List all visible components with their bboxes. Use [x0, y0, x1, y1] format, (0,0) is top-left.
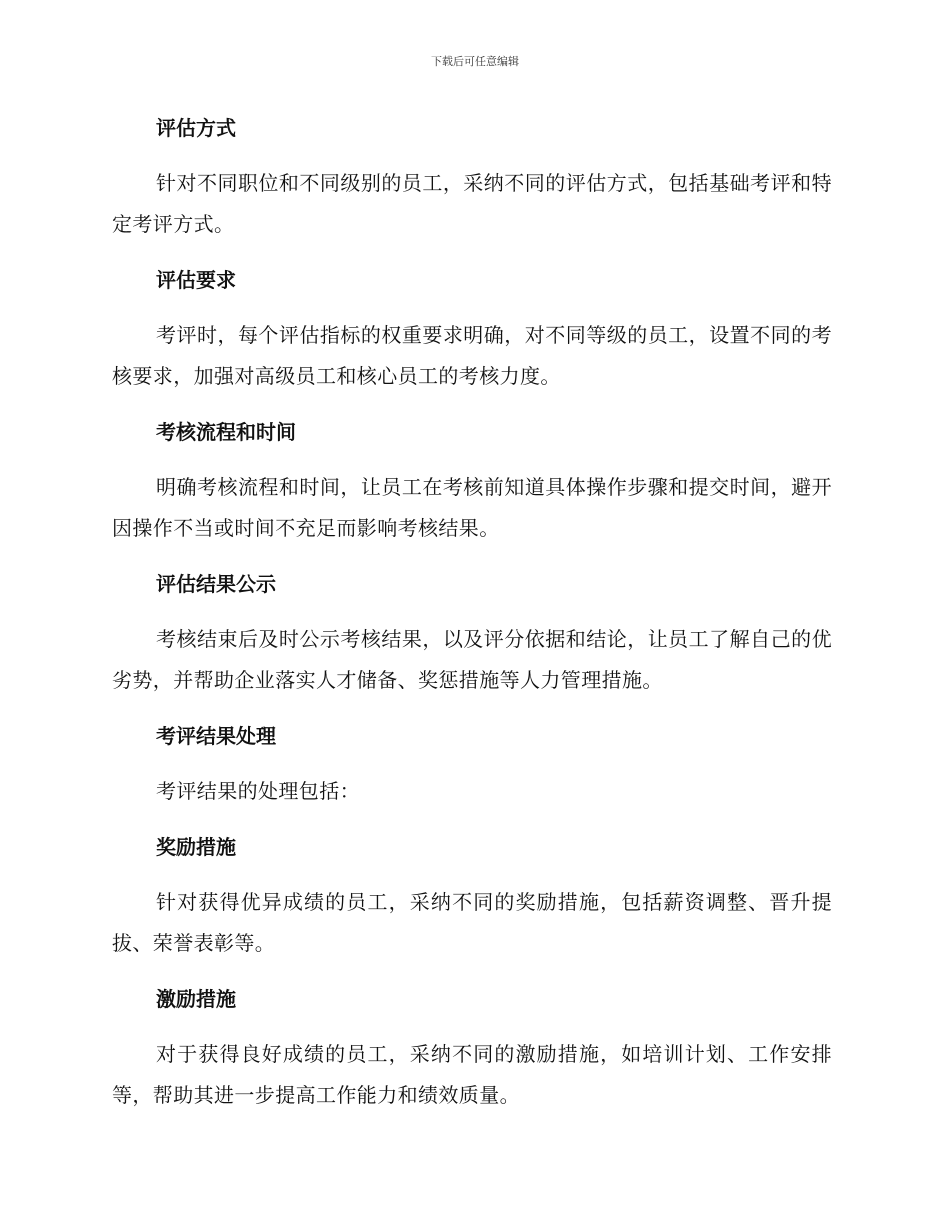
document-body [112, 109, 832, 1132]
page-header: 下载后可任意编辑 [431, 55, 519, 68]
section-paragraph: 考核结束后及时公示考核结果，以及评分依据和结论，让员工了解自己的优劣势，并帮助企业落实人才储备、奖惩措施等人力管理措施。 [112, 627, 832, 692]
section-heading: 激励措施 [156, 987, 236, 1011]
section-paragraph: 对于获得良好成绩的员工，采纳不同的激励措施，如培训计划、工作安排等，帮助其进一步提高工作能力和绩效质量。 [112, 1042, 832, 1107]
section-incentive-measures [112, 980, 832, 1116]
section-result-handling [112, 717, 832, 812]
section-paragraph: 针对不同职位和不同级别的员工，采纳不同的评估方式，包括基础考评和特定考评方式。 [112, 171, 832, 236]
section-process-and-time [112, 413, 832, 549]
section-heading: 评估要求 [156, 268, 236, 292]
section-heading: 考评结果处理 [156, 724, 276, 748]
section-evaluation-method [112, 109, 832, 245]
section-paragraph: 针对获得优异成绩的员工，采纳不同的奖励措施，包括薪资调整、晋升提拔、荣誉表彰等。 [112, 890, 832, 955]
section-reward-measures [112, 828, 832, 964]
section-heading: 评估结果公示 [156, 572, 276, 596]
section-heading: 考核流程和时间 [156, 420, 296, 444]
section-paragraph: 明确考核流程和时间，让员工在考核前知道具体操作步骤和提交时间，避开因操作不当或时间不充足而影响考核结果。 [112, 475, 832, 540]
section-paragraph: 考评结果的处理包括： [156, 779, 360, 803]
section-result-publication [112, 565, 832, 701]
section-evaluation-requirements [112, 261, 832, 397]
section-heading: 评估方式 [156, 116, 236, 140]
section-heading: 奖励措施 [156, 835, 236, 859]
section-paragraph: 考评时，每个评估指标的权重要求明确，对不同等级的员工，设置不同的考核要求，加强对高级员工和核心员工的考核力度。 [112, 323, 832, 388]
